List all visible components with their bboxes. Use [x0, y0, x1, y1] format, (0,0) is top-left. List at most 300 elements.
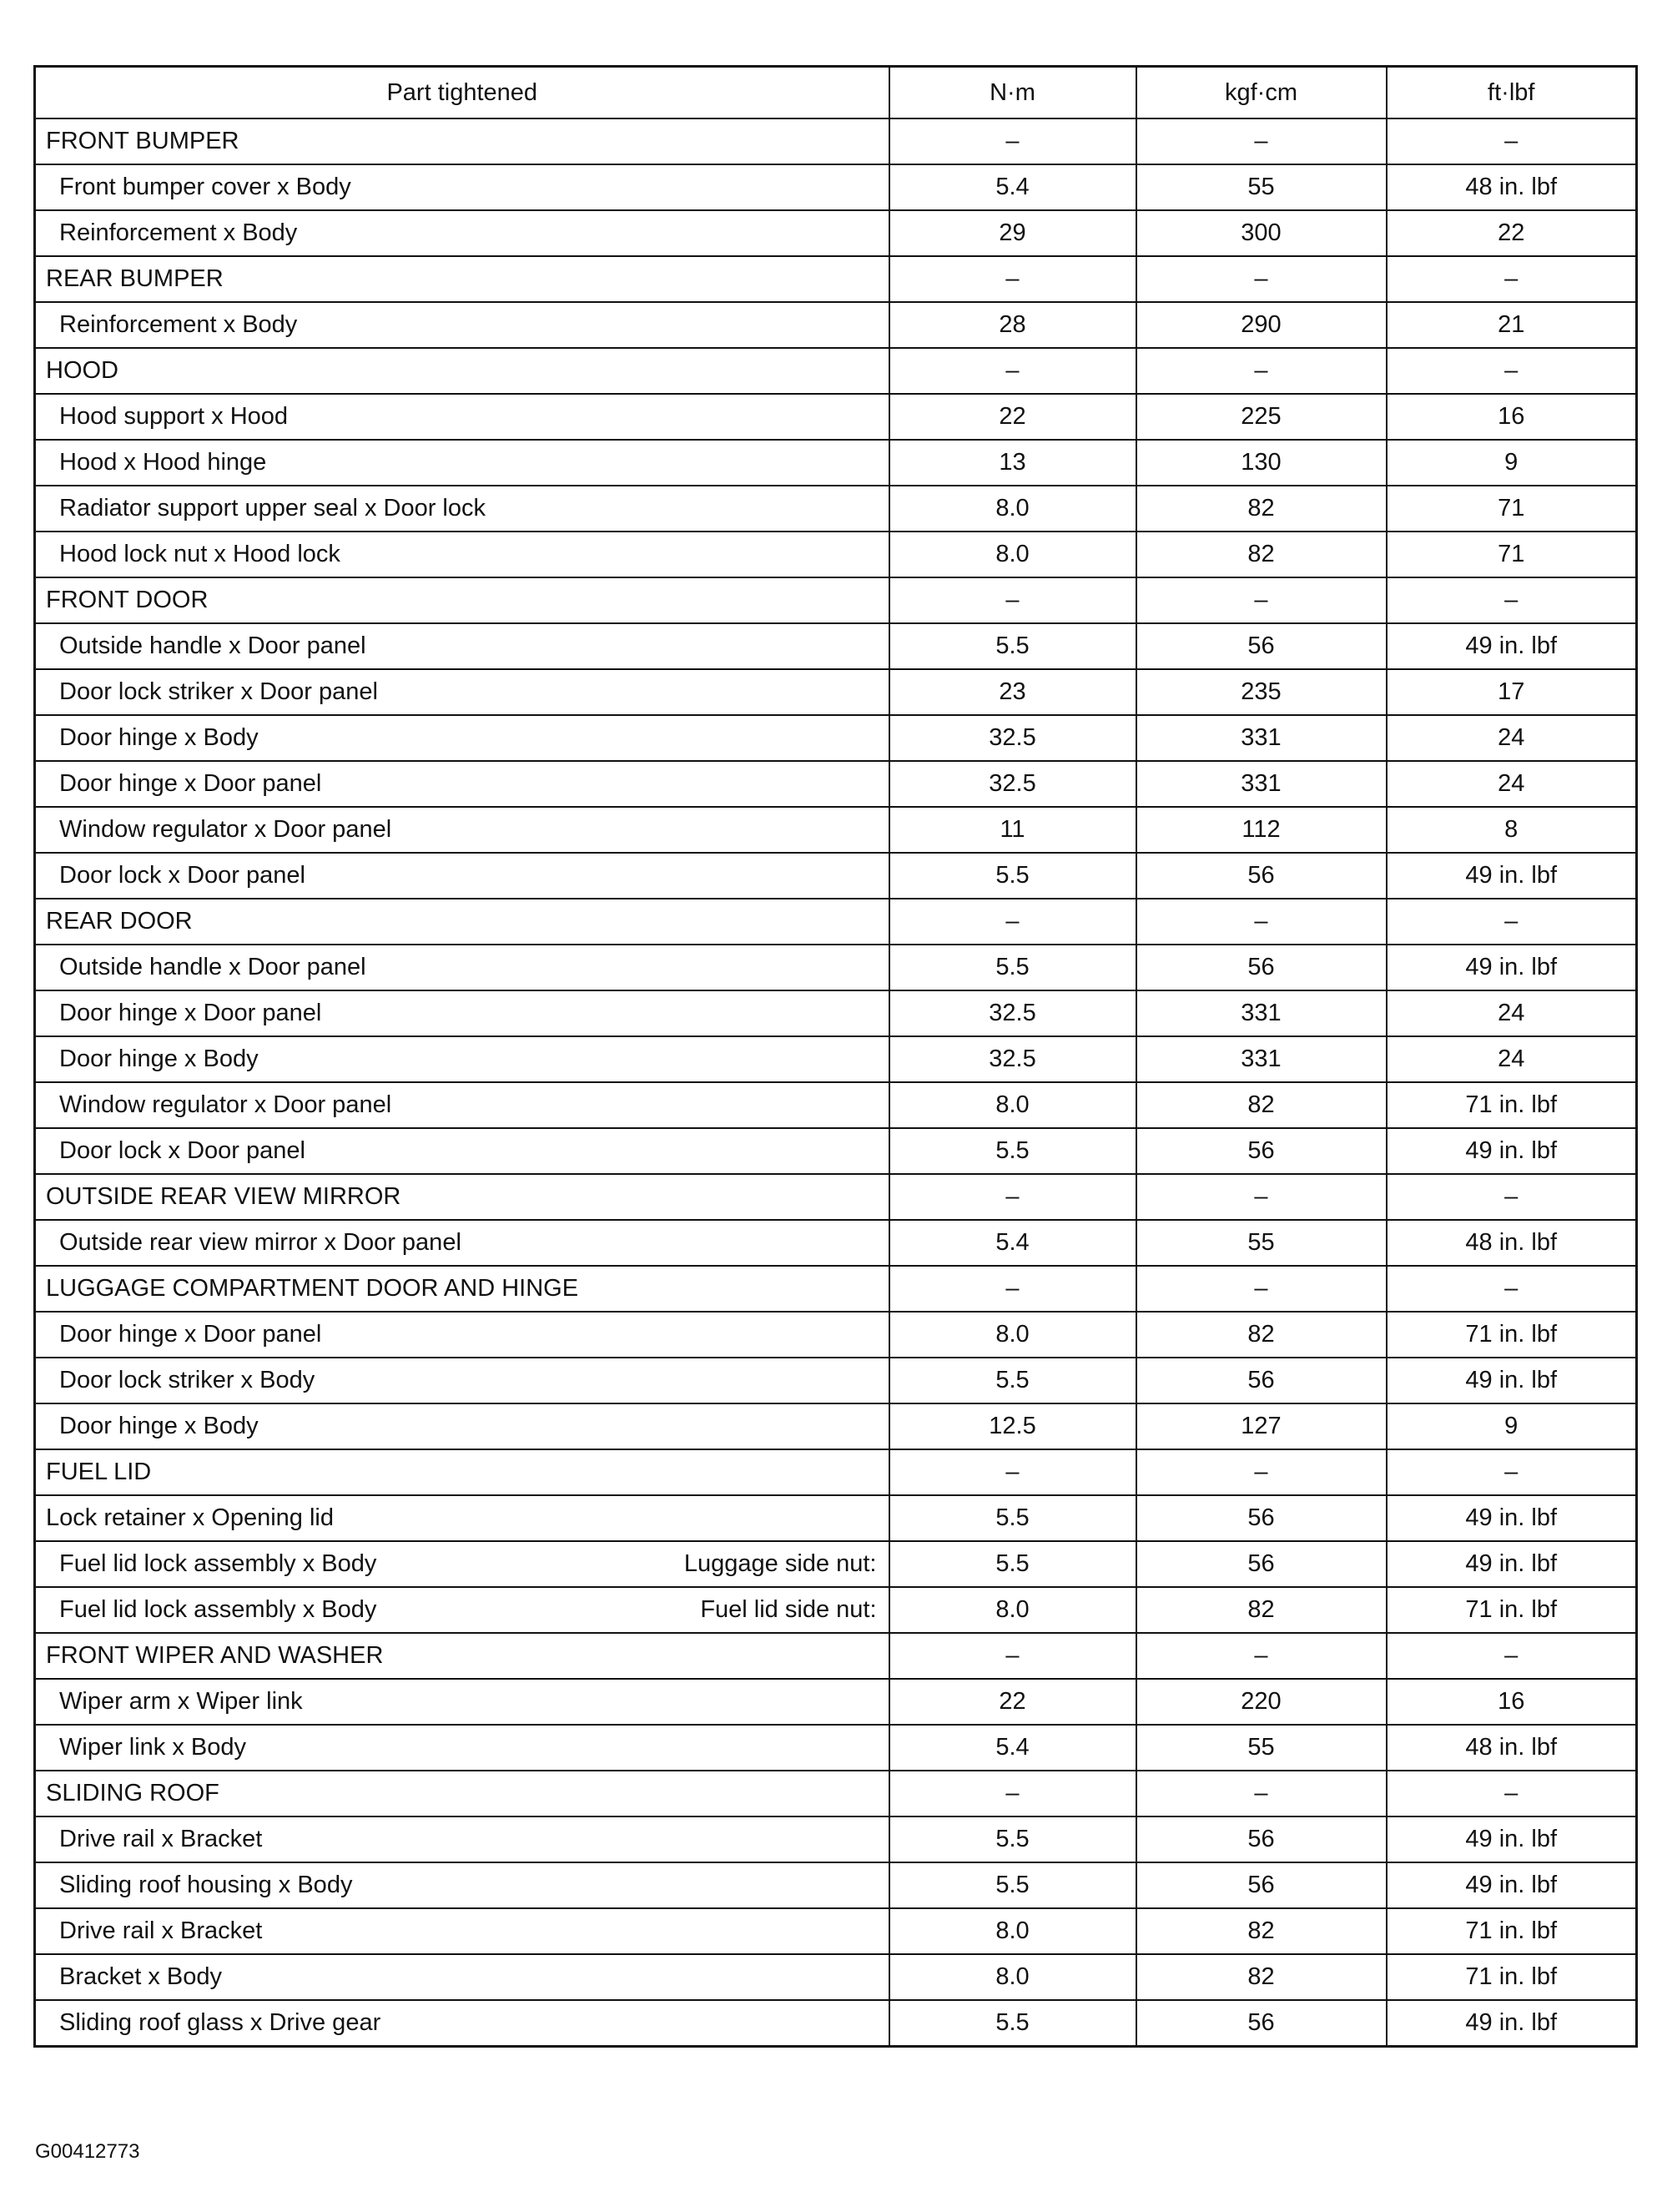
part-cell [35, 1587, 889, 1633]
kgfcm-value: 82 [1136, 1954, 1387, 2000]
table-row [35, 2000, 1637, 2047]
ftlbf-value: 49 in. lbf [1387, 1495, 1637, 1541]
table-row [35, 990, 1637, 1036]
ftlbf-value: 24 [1387, 761, 1637, 807]
part-cell-content [59, 1596, 889, 1624]
part-name: Sliding roof glass x Drive gear [59, 2009, 381, 2036]
part-cell-content [59, 403, 889, 431]
ftlbf-value: – [1387, 577, 1637, 623]
kgfcm-value: – [1136, 256, 1387, 302]
part-name: Door hinge x Body [59, 1046, 259, 1072]
table-row [35, 1358, 1637, 1403]
nm-value: 5.5 [889, 1358, 1136, 1403]
section-title: REAR DOOR [46, 908, 193, 935]
part-cell [35, 669, 889, 715]
kgfcm-value: 56 [1136, 853, 1387, 899]
section-row [35, 256, 1637, 302]
part-note: Fuel lid side nut: [700, 1596, 877, 1623]
ftlbf-value: 49 in. lbf [1387, 1128, 1637, 1174]
part-cell-content [59, 632, 889, 660]
kgfcm-value: – [1136, 118, 1387, 164]
ftlbf-value: – [1387, 899, 1637, 945]
section-title: FRONT WIPER AND WASHER [46, 1642, 384, 1669]
part-cell [35, 577, 889, 623]
kgfcm-value: 56 [1136, 623, 1387, 669]
nm-value: 5.5 [889, 1862, 1136, 1908]
part-name: Outside handle x Door panel [59, 954, 366, 980]
nm-value: 8.0 [889, 1082, 1136, 1128]
nm-value: 5.5 [889, 1816, 1136, 1862]
ftlbf-value: 49 in. lbf [1387, 1358, 1637, 1403]
nm-value: 32.5 [889, 1036, 1136, 1082]
section-title: OUTSIDE REAR VIEW MIRROR [46, 1183, 401, 1210]
part-cell-content [59, 1872, 889, 1899]
part-cell-content [46, 128, 889, 155]
part-cell-content [46, 908, 889, 935]
part-cell [35, 1128, 889, 1174]
part-name: Radiator support upper seal x Door lock [59, 495, 486, 522]
table-row [35, 1587, 1637, 1633]
kgfcm-value: 55 [1136, 1725, 1387, 1771]
part-cell-content [46, 1275, 889, 1303]
part-cell-content [46, 1504, 889, 1532]
kgfcm-value: 331 [1136, 990, 1387, 1036]
nm-value: – [889, 899, 1136, 945]
part-cell [35, 990, 889, 1036]
part-cell [35, 1679, 889, 1725]
ftlbf-value: – [1387, 1174, 1637, 1220]
part-cell-content [59, 724, 889, 752]
kgfcm-value: – [1136, 1633, 1387, 1679]
part-name: Drive rail x Bracket [59, 1917, 263, 1944]
nm-value: 29 [889, 210, 1136, 256]
part-cell [35, 1174, 889, 1220]
kgfcm-value: 56 [1136, 1358, 1387, 1403]
part-name: Door lock x Door panel [59, 862, 305, 889]
part-cell-content [59, 1963, 889, 1991]
kgfcm-value: 225 [1136, 394, 1387, 440]
part-name: Front bumper cover x Body [59, 174, 351, 200]
part-name: Door lock striker x Body [59, 1367, 315, 1393]
ftlbf-value: 49 in. lbf [1387, 853, 1637, 899]
nm-value: 22 [889, 394, 1136, 440]
ftlbf-value: 24 [1387, 1036, 1637, 1082]
part-name: Outside rear view mirror x Door panel [59, 1229, 461, 1256]
part-cell-content [59, 1917, 889, 1945]
ftlbf-value: 71 in. lbf [1387, 1082, 1637, 1128]
table-row [35, 164, 1637, 210]
table-row [35, 945, 1637, 990]
part-cell-content [46, 587, 889, 614]
nm-value: 32.5 [889, 761, 1136, 807]
part-cell-content [59, 541, 889, 568]
ftlbf-value: 48 in. lbf [1387, 1725, 1637, 1771]
part-cell-content [59, 1321, 889, 1348]
part-name: Door hinge x Door panel [59, 770, 322, 797]
nm-value: 8.0 [889, 1587, 1136, 1633]
ftlbf-value: 48 in. lbf [1387, 164, 1637, 210]
kgfcm-value: 56 [1136, 1862, 1387, 1908]
part-cell [35, 1862, 889, 1908]
part-cell-content [59, 1550, 889, 1578]
part-name: Wiper arm x Wiper link [59, 1688, 303, 1715]
header-kgfcm: kgf·cm [1136, 67, 1387, 119]
part-cell-content [46, 1459, 889, 1486]
part-name: Window regulator x Door panel [59, 1091, 392, 1118]
part-cell [35, 945, 889, 990]
part-cell [35, 1908, 889, 1954]
section-title: SLIDING ROOF [46, 1780, 219, 1806]
ftlbf-value: 9 [1387, 440, 1637, 486]
part-cell-content [46, 357, 889, 385]
ftlbf-value: 71 in. lbf [1387, 1312, 1637, 1358]
part-name: Door hinge x Body [59, 724, 259, 751]
nm-value: – [889, 577, 1136, 623]
nm-value: – [889, 1174, 1136, 1220]
part-cell [35, 1725, 889, 1771]
section-row [35, 118, 1637, 164]
part-cell-content [59, 1091, 889, 1119]
part-cell-content [46, 1780, 889, 1807]
part-cell [35, 1312, 889, 1358]
table-row [35, 1082, 1637, 1128]
ftlbf-value: 8 [1387, 807, 1637, 853]
nm-value: 5.5 [889, 945, 1136, 990]
nm-value: – [889, 1449, 1136, 1495]
part-note: Luggage side nut: [683, 1550, 877, 1577]
part-cell [35, 807, 889, 853]
kgfcm-value: – [1136, 348, 1387, 394]
part-cell-content [59, 311, 889, 339]
nm-value: 23 [889, 669, 1136, 715]
part-cell-content [59, 1734, 889, 1761]
section-row [35, 577, 1637, 623]
part-name: Fuel lid lock assembly x Body [59, 1550, 377, 1577]
table-body [35, 118, 1637, 2047]
ftlbf-value: 24 [1387, 990, 1637, 1036]
part-name: Bracket x Body [59, 1963, 223, 1990]
kgfcm-value: 82 [1136, 486, 1387, 532]
part-cell-content [59, 495, 889, 522]
ftlbf-value: 49 in. lbf [1387, 945, 1637, 990]
part-cell [35, 623, 889, 669]
ftlbf-value: 71 [1387, 486, 1637, 532]
section-row [35, 348, 1637, 394]
nm-value: 11 [889, 807, 1136, 853]
ftlbf-value: 16 [1387, 394, 1637, 440]
kgfcm-value: 56 [1136, 1541, 1387, 1587]
part-cell-content [59, 1367, 889, 1394]
kgfcm-value: 56 [1136, 2000, 1387, 2047]
ftlbf-value: 22 [1387, 210, 1637, 256]
table-row [35, 1725, 1637, 1771]
table-row [35, 761, 1637, 807]
nm-value: 5.4 [889, 1220, 1136, 1266]
table-row [35, 1679, 1637, 1725]
part-name: Wiper link x Body [59, 1734, 247, 1761]
part-cell-content [46, 1183, 889, 1211]
ftlbf-value: 9 [1387, 1403, 1637, 1449]
table-row [35, 1541, 1637, 1587]
ftlbf-value: – [1387, 118, 1637, 164]
table-row [35, 1036, 1637, 1082]
part-cell-content [59, 954, 889, 981]
kgfcm-value: 331 [1136, 715, 1387, 761]
part-cell-content [59, 174, 889, 201]
kgfcm-value: 56 [1136, 1128, 1387, 1174]
nm-value: 8.0 [889, 486, 1136, 532]
part-name: Reinforcement x Body [59, 311, 298, 338]
ftlbf-value: – [1387, 1449, 1637, 1495]
part-cell [35, 1266, 889, 1312]
table-row [35, 715, 1637, 761]
table-row [35, 486, 1637, 532]
kgfcm-value: – [1136, 1771, 1387, 1816]
kgfcm-value: 82 [1136, 1587, 1387, 1633]
nm-value: 5.5 [889, 1541, 1136, 1587]
part-name: Door hinge x Door panel [59, 1321, 322, 1348]
table-row [35, 1495, 1637, 1541]
part-cell [35, 486, 889, 532]
part-cell [35, 1403, 889, 1449]
part-cell [35, 1771, 889, 1816]
part-name: Hood lock nut x Hood lock [59, 541, 340, 567]
ftlbf-value: 21 [1387, 302, 1637, 348]
ftlbf-value: 49 in. lbf [1387, 1541, 1637, 1587]
table-row [35, 394, 1637, 440]
part-cell [35, 256, 889, 302]
part-cell-content [59, 449, 889, 476]
kgfcm-value: 220 [1136, 1679, 1387, 1725]
part-cell [35, 302, 889, 348]
part-name: Lock retainer x Opening lid [46, 1504, 334, 1531]
table-row [35, 1908, 1637, 1954]
part-name: Door lock x Door panel [59, 1137, 305, 1164]
section-row [35, 1771, 1637, 1816]
kgfcm-value: 331 [1136, 761, 1387, 807]
part-cell [35, 899, 889, 945]
nm-value: 5.4 [889, 164, 1136, 210]
nm-value: 32.5 [889, 715, 1136, 761]
part-cell [35, 164, 889, 210]
nm-value: – [889, 118, 1136, 164]
part-cell [35, 2000, 889, 2047]
table-row [35, 853, 1637, 899]
ftlbf-value: 49 in. lbf [1387, 623, 1637, 669]
part-cell-content [59, 1826, 889, 1853]
part-cell-content [46, 265, 889, 293]
kgfcm-value: 331 [1136, 1036, 1387, 1082]
table-row [35, 1220, 1637, 1266]
kgfcm-value: 300 [1136, 210, 1387, 256]
part-name: Fuel lid lock assembly x Body [59, 1596, 377, 1623]
nm-value: 22 [889, 1679, 1136, 1725]
nm-value: – [889, 256, 1136, 302]
part-cell-content [59, 1046, 889, 1073]
ftlbf-value: 71 in. lbf [1387, 1587, 1637, 1633]
table-row [35, 1312, 1637, 1358]
part-cell [35, 210, 889, 256]
part-name: Door lock striker x Door panel [59, 678, 378, 705]
ftlbf-value: – [1387, 348, 1637, 394]
kgfcm-value: 290 [1136, 302, 1387, 348]
kgfcm-value: 112 [1136, 807, 1387, 853]
part-cell-content [59, 1688, 889, 1716]
ftlbf-value: 71 [1387, 532, 1637, 577]
table-row [35, 623, 1637, 669]
table-row [35, 302, 1637, 348]
section-row [35, 1266, 1637, 1312]
nm-value: 5.5 [889, 623, 1136, 669]
section-row [35, 1449, 1637, 1495]
part-cell [35, 715, 889, 761]
nm-value: – [889, 1266, 1136, 1312]
table-row [35, 669, 1637, 715]
section-title: REAR BUMPER [46, 265, 224, 292]
part-cell-content [59, 816, 889, 844]
kgfcm-value: 82 [1136, 532, 1387, 577]
part-cell [35, 1541, 889, 1587]
part-cell [35, 440, 889, 486]
ftlbf-value: – [1387, 256, 1637, 302]
nm-value: 5.5 [889, 1128, 1136, 1174]
ftlbf-value: 48 in. lbf [1387, 1220, 1637, 1266]
table-row [35, 1816, 1637, 1862]
header-ftlbf: ft·lbf [1387, 67, 1637, 119]
ftlbf-value: 49 in. lbf [1387, 1862, 1637, 1908]
part-cell-content [59, 1413, 889, 1440]
part-cell [35, 1358, 889, 1403]
part-cell [35, 1495, 889, 1541]
kgfcm-value: 55 [1136, 1220, 1387, 1266]
nm-value: 5.5 [889, 853, 1136, 899]
part-cell [35, 1816, 889, 1862]
part-cell [35, 118, 889, 164]
kgfcm-value: – [1136, 1266, 1387, 1312]
section-row [35, 1174, 1637, 1220]
figure-code: G00412773 [35, 2140, 140, 2163]
table-row [35, 532, 1637, 577]
ftlbf-value: 17 [1387, 669, 1637, 715]
nm-value: – [889, 1771, 1136, 1816]
nm-value: 8.0 [889, 532, 1136, 577]
kgfcm-value: 55 [1136, 164, 1387, 210]
kgfcm-value: 56 [1136, 1816, 1387, 1862]
part-cell [35, 1633, 889, 1679]
nm-value: 13 [889, 440, 1136, 486]
kgfcm-value: 130 [1136, 440, 1387, 486]
nm-value: 8.0 [889, 1908, 1136, 1954]
nm-value: 8.0 [889, 1954, 1136, 2000]
part-name: Hood support x Hood [59, 403, 289, 430]
part-cell-content [59, 1229, 889, 1257]
part-name: Hood x Hood hinge [59, 449, 267, 476]
kgfcm-value: – [1136, 899, 1387, 945]
nm-value: – [889, 348, 1136, 394]
section-title: HOOD [46, 357, 118, 384]
kgfcm-value: 82 [1136, 1312, 1387, 1358]
part-cell-content [59, 1000, 889, 1027]
section-title: FUEL LID [46, 1459, 152, 1485]
part-cell [35, 348, 889, 394]
header-row [35, 67, 1637, 119]
section-title: FRONT DOOR [46, 587, 209, 613]
kgfcm-value: – [1136, 1174, 1387, 1220]
nm-value: 32.5 [889, 990, 1136, 1036]
nm-value: 28 [889, 302, 1136, 348]
table-row [35, 210, 1637, 256]
part-name: Reinforcement x Body [59, 219, 298, 246]
ftlbf-value: – [1387, 1633, 1637, 1679]
kgfcm-value: 56 [1136, 945, 1387, 990]
table-row [35, 1128, 1637, 1174]
kgfcm-value: 235 [1136, 669, 1387, 715]
kgfcm-value: – [1136, 1449, 1387, 1495]
table-row [35, 1954, 1637, 2000]
part-cell [35, 1220, 889, 1266]
ftlbf-value: 71 in. lbf [1387, 1954, 1637, 2000]
table-row [35, 1862, 1637, 1908]
part-name: Outside handle x Door panel [59, 632, 366, 659]
part-cell [35, 394, 889, 440]
nm-value: 8.0 [889, 1312, 1136, 1358]
part-name: Door hinge x Body [59, 1413, 259, 1439]
part-cell [35, 761, 889, 807]
ftlbf-value: 16 [1387, 1679, 1637, 1725]
part-cell-content [59, 862, 889, 889]
part-cell [35, 532, 889, 577]
section-title: LUGGAGE COMPARTMENT DOOR AND HINGE [46, 1275, 579, 1302]
part-cell [35, 1082, 889, 1128]
table-row [35, 1403, 1637, 1449]
table-row [35, 440, 1637, 486]
part-name: Drive rail x Bracket [59, 1826, 263, 1852]
nm-value: 12.5 [889, 1403, 1136, 1449]
part-cell [35, 1954, 889, 2000]
ftlbf-value: – [1387, 1266, 1637, 1312]
kgfcm-value: – [1136, 577, 1387, 623]
part-cell-content [46, 1642, 889, 1670]
part-cell-content [59, 770, 889, 798]
ftlbf-value: 24 [1387, 715, 1637, 761]
ftlbf-value: – [1387, 1771, 1637, 1816]
part-cell-content [59, 219, 889, 247]
nm-value: 5.4 [889, 1725, 1136, 1771]
kgfcm-value: 82 [1136, 1082, 1387, 1128]
section-title: FRONT BUMPER [46, 128, 239, 154]
ftlbf-value: 49 in. lbf [1387, 1816, 1637, 1862]
part-cell [35, 1036, 889, 1082]
table-header [35, 67, 1637, 119]
section-row [35, 1633, 1637, 1679]
table-row [35, 807, 1637, 853]
nm-value: – [889, 1633, 1136, 1679]
part-cell-content [59, 1137, 889, 1165]
part-name: Door hinge x Door panel [59, 1000, 322, 1026]
kgfcm-value: 127 [1136, 1403, 1387, 1449]
torque-specification-table [33, 65, 1638, 2048]
section-row [35, 899, 1637, 945]
part-name: Sliding roof housing x Body [59, 1872, 353, 1898]
ftlbf-value: 49 in. lbf [1387, 2000, 1637, 2047]
part-cell-content [59, 2009, 889, 2037]
ftlbf-value: 71 in. lbf [1387, 1908, 1637, 1954]
kgfcm-value: 56 [1136, 1495, 1387, 1541]
part-name: Window regulator x Door panel [59, 816, 392, 843]
part-cell [35, 1449, 889, 1495]
kgfcm-value: 82 [1136, 1908, 1387, 1954]
header-part-tightened: Part tightened [35, 67, 889, 119]
